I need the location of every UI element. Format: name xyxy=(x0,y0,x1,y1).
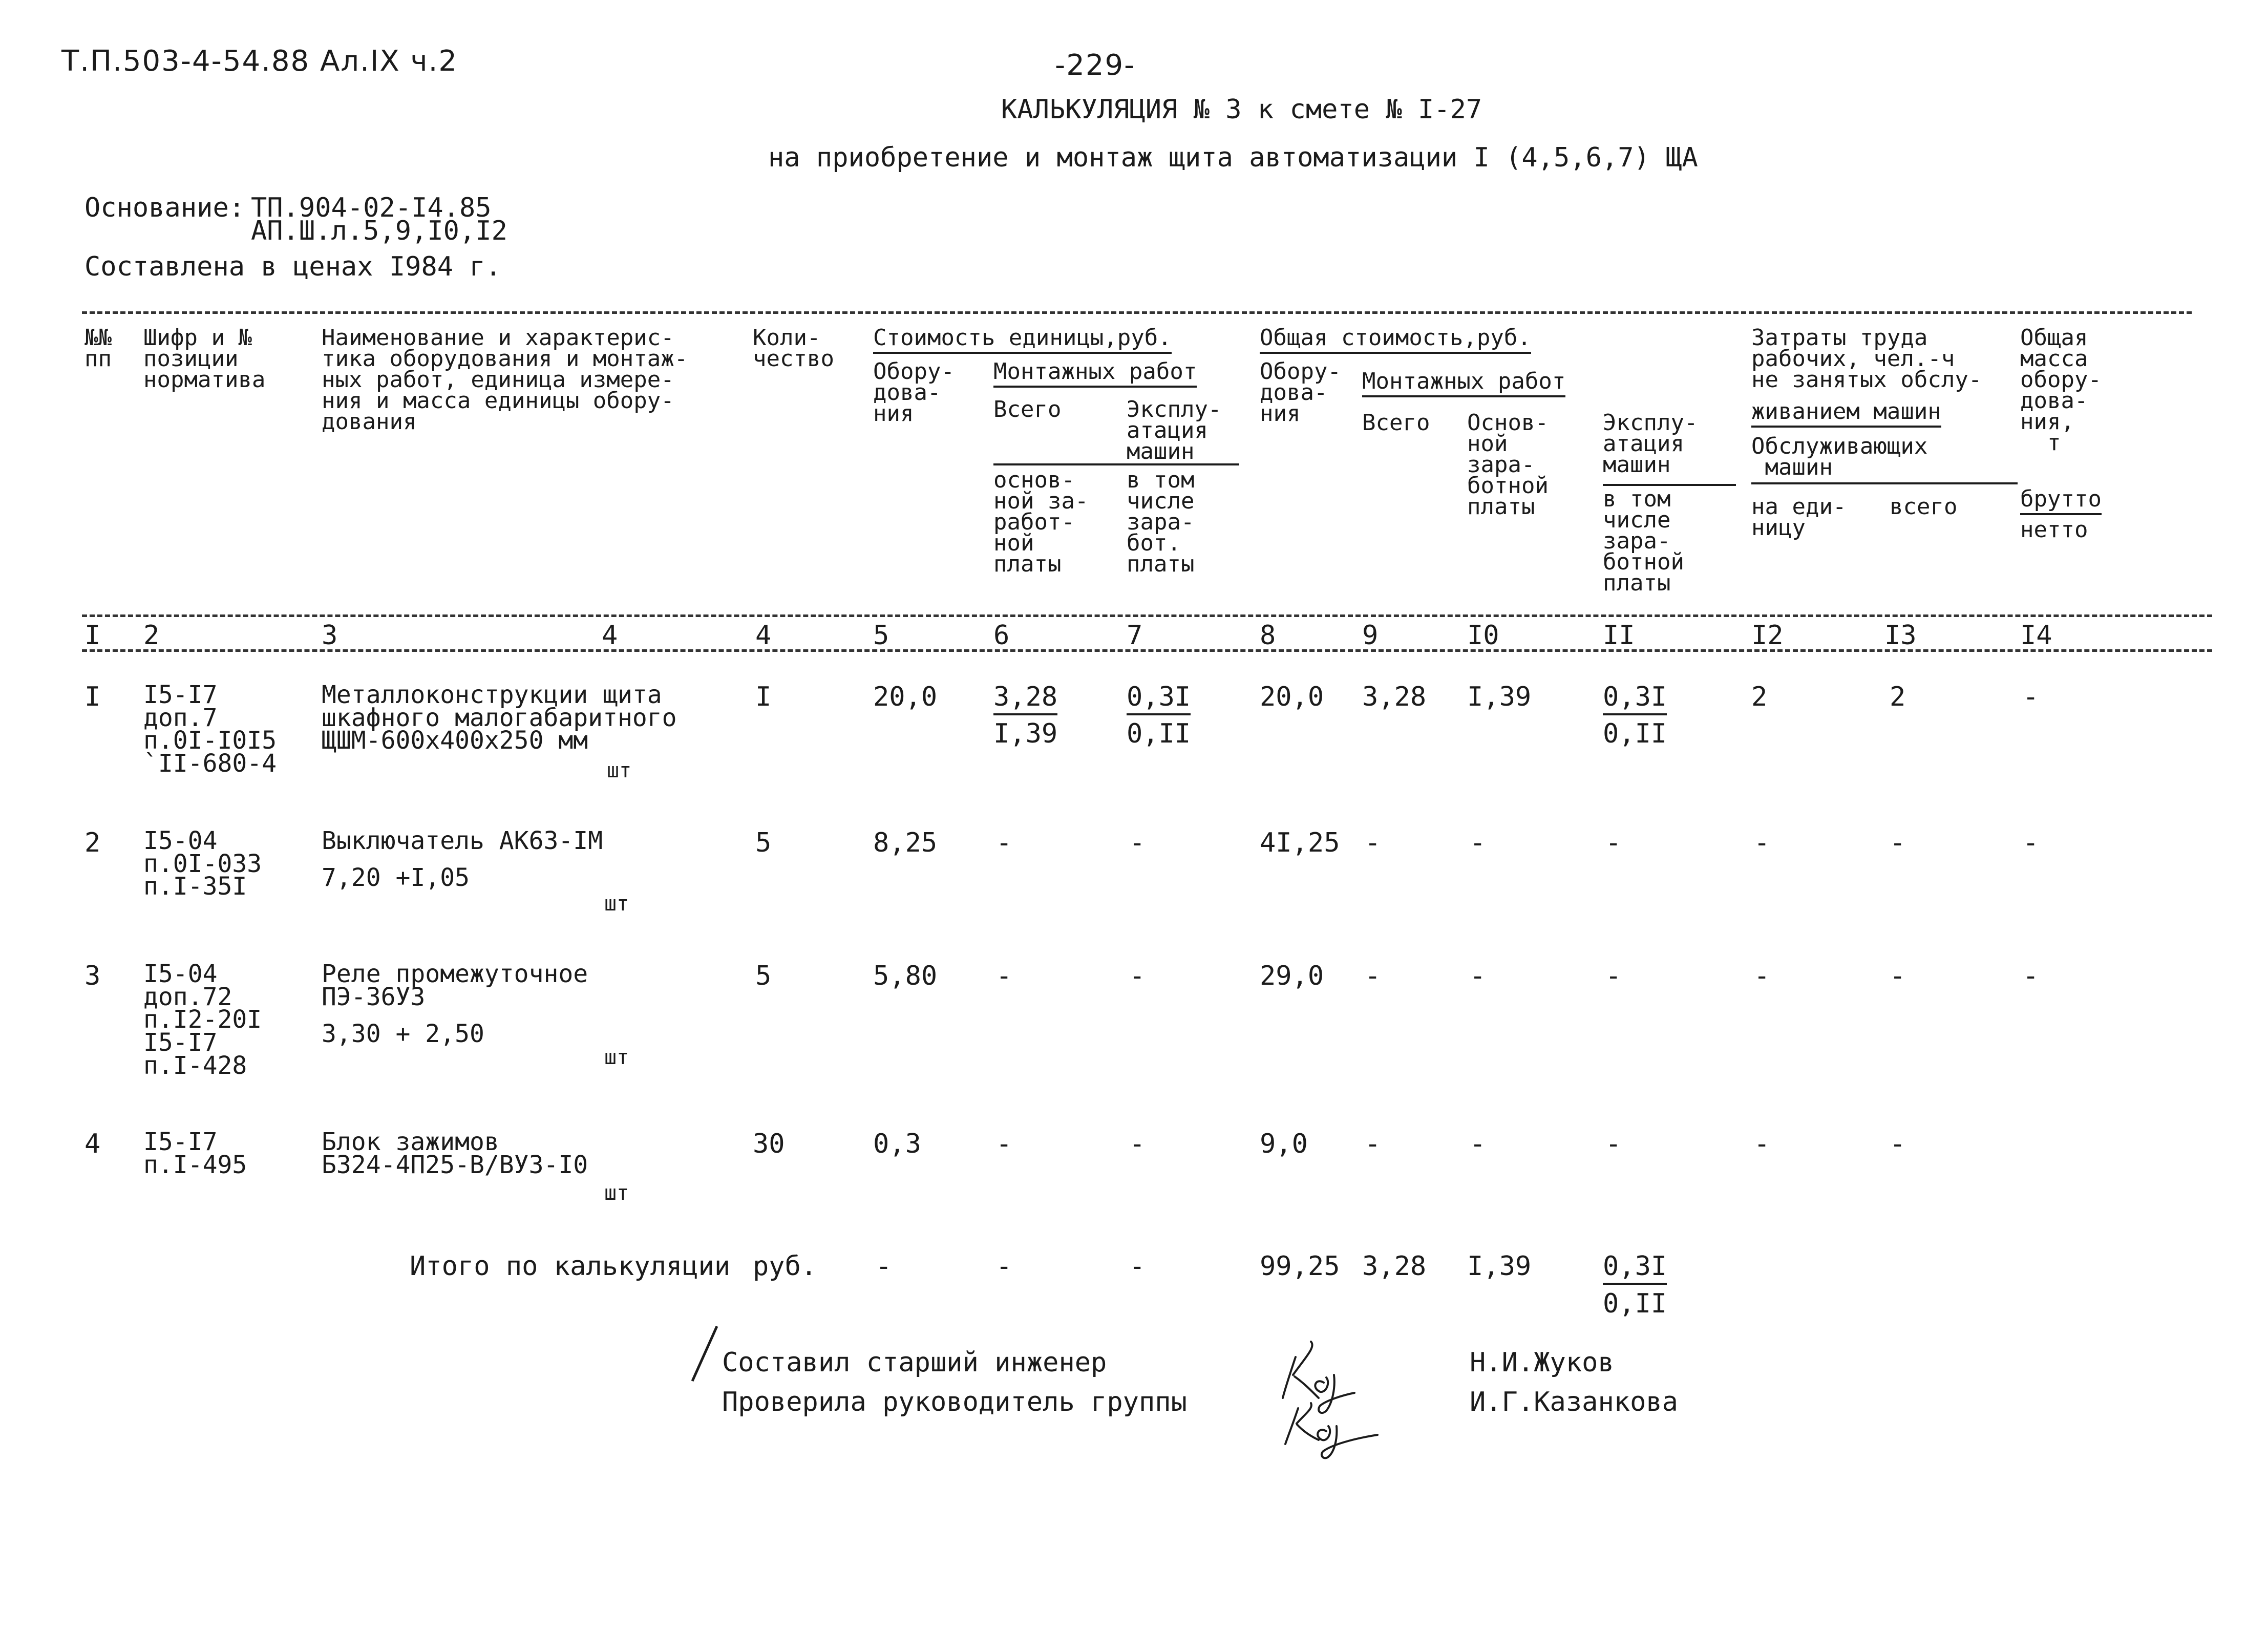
header-unit-mount-wages: основ- ной за- работ- ной платы xyxy=(993,467,1089,577)
header-labor-total: всего xyxy=(1890,494,1958,520)
row-total-mount: 3,28 xyxy=(1362,682,1427,712)
row-unit-machines-group xyxy=(1127,684,1191,710)
row-number: 4 xyxy=(84,1129,101,1159)
row-weight: 7,20 +I,05 xyxy=(322,863,470,892)
row-unit: шт xyxy=(607,759,632,782)
totals-label: Итого по калькуляции xyxy=(410,1251,731,1282)
row-unit-machines: - xyxy=(1129,1129,1146,1159)
row-total-mount: - xyxy=(1365,1129,1381,1159)
row-quantity: 5 xyxy=(755,828,772,858)
column-number: 4 xyxy=(755,620,772,651)
header-mass-brutto: брутто xyxy=(2020,486,2102,515)
totals-unit: руб. xyxy=(753,1251,817,1282)
row-unit-mount-total: 3,28 xyxy=(993,682,1057,715)
header-total-wages: Основ- ной зара- ботной платы xyxy=(1467,410,1549,520)
table-top-rule xyxy=(82,311,2192,314)
header-unit-machines-wages: в том числе зара- бот. платы xyxy=(1127,467,1195,577)
header-unit-mount-total: Всего xyxy=(993,396,1062,422)
row-quantity: 30 xyxy=(753,1129,785,1159)
column-number: I0 xyxy=(1467,620,1499,651)
header-quantity: Коли- чество xyxy=(753,325,834,372)
header-labor-serving: Обслуживающих машин xyxy=(1751,433,1928,480)
row-code: I5-04 доп.72 п.I2-20I I5-I7 п.I-428 xyxy=(143,960,262,1080)
row-quantity: I xyxy=(755,682,772,712)
column-number: 5 xyxy=(873,620,889,651)
header-total-cost-label: Общая стоимость,руб. xyxy=(1260,325,1531,354)
row-unit: шт xyxy=(604,892,629,916)
row-total-machines: - xyxy=(1605,828,1622,858)
document-subtitle: на приобретение и монтаж щита автоматизации I (4,5,6,7) ЩА xyxy=(768,142,1698,173)
row-unit: шт xyxy=(604,1046,629,1069)
header-name: Наименование и характерис- тика оборудования и монтаж- ных работ, единица измере- ния и масса единицы обору- дования xyxy=(322,325,688,435)
row-number: 3 xyxy=(84,961,101,991)
row-total-wages: I,39 xyxy=(1467,682,1532,712)
totals-unit-mount: - xyxy=(996,1251,1012,1282)
row-code: I5-I7 доп.7 п.0I-I0I5 `II-680-4 xyxy=(143,681,277,778)
row-mass: - xyxy=(2023,961,2039,991)
row-labor-per-unit: - xyxy=(1754,1129,1770,1159)
row-labor-total: - xyxy=(1890,961,1906,991)
header-total-machines: Эксплу- атация машин xyxy=(1603,410,1698,478)
row-labor-per-unit: - xyxy=(1754,961,1770,991)
basis-label: Основание: xyxy=(84,193,245,223)
row-mass: - xyxy=(2023,828,2039,858)
row-number: 2 xyxy=(84,828,101,858)
row-total-equipment: 29,0 xyxy=(1260,961,1324,991)
row-total-wages: - xyxy=(1470,1129,1486,1159)
row-mass: - xyxy=(2023,682,2039,712)
checker-name: И.Г.Казанкова xyxy=(1470,1387,1678,1417)
header-total-mount-total: Всего xyxy=(1362,410,1430,436)
document-reference: Т.П.503-4-54.88 Ал.IX ч.2 xyxy=(61,45,458,78)
row-unit-equipment: 8,25 xyxy=(873,828,938,858)
header-unit-mount-group xyxy=(993,358,1197,385)
totals-mount: 3,28 xyxy=(1362,1251,1427,1282)
header-code: Шифр и № позиции норматива xyxy=(143,325,266,393)
header-total-cost-group xyxy=(1260,325,1531,351)
row-unit-machines: - xyxy=(1129,961,1146,991)
column-number: I3 xyxy=(1884,620,1917,651)
composed-by-label: Составил старший инженер xyxy=(722,1347,1107,1378)
row-code: I5-04 п.0I-033 п.I-35I xyxy=(143,826,262,901)
totals-machines-group xyxy=(1603,1253,1667,1280)
totals-unit-equipment: - xyxy=(876,1251,892,1282)
row-unit-mount-total: - xyxy=(996,828,1012,858)
column-number: I2 xyxy=(1751,620,1784,651)
row-unit-equipment: 20,0 xyxy=(873,682,938,712)
totals-unit-machines: - xyxy=(1129,1251,1146,1282)
row-labor-total: - xyxy=(1890,828,1906,858)
row-unit-machines: 0,3I xyxy=(1127,682,1191,715)
column-number: II xyxy=(1603,620,1635,651)
header-mass-brutto-group xyxy=(2020,486,2102,512)
row-total-wages: - xyxy=(1470,961,1486,991)
row-name: Выключатель АК63-IМ xyxy=(322,826,603,855)
row-total-machines-group xyxy=(1603,684,1667,710)
row-unit-mount-total: - xyxy=(996,961,1012,991)
prices-note: Составлена в ценах I984 г. xyxy=(84,251,501,282)
row-unit: шт xyxy=(604,1181,629,1205)
checked-by-label: Проверила руководитель группы xyxy=(722,1387,1187,1417)
handwritten-signature-icon xyxy=(1275,1326,1403,1459)
row-number: I xyxy=(84,682,101,712)
column-number: 9 xyxy=(1362,620,1379,651)
row-unit-mount-wages: I,39 xyxy=(993,718,1058,749)
row-unit-mount-total-group xyxy=(993,684,1057,710)
header-mass-netto: нетто xyxy=(2020,517,2088,543)
row-total-equipment: 20,0 xyxy=(1260,682,1324,712)
totals-equipment: 99,25 xyxy=(1260,1251,1340,1282)
row-labor-per-unit: 2 xyxy=(1751,682,1768,712)
row-unit-machines: - xyxy=(1129,828,1146,858)
row-total-machines: - xyxy=(1605,1129,1622,1159)
column-number: 4 xyxy=(602,620,618,651)
row-total-machines: 0,3I xyxy=(1603,682,1667,715)
row-labor-total: 2 xyxy=(1890,682,1906,712)
header-total-mount-label: Монтажных работ xyxy=(1362,368,1565,397)
row-unit-equipment: 5,80 xyxy=(873,961,938,991)
header-unit-mount-label: Монтажных работ xyxy=(993,358,1197,388)
column-number: 6 xyxy=(993,620,1010,651)
column-number: 8 xyxy=(1260,620,1276,651)
column-number: I xyxy=(84,620,101,651)
row-total-mount: - xyxy=(1365,961,1381,991)
row-name: Металлоконструкции щита шкафного малогабаритного ЩШМ-600х400х250 мм xyxy=(322,681,677,755)
totals-machines-wages: 0,II xyxy=(1603,1288,1667,1319)
header-labor-divider xyxy=(1751,482,2018,484)
row-quantity: 5 xyxy=(755,961,772,991)
row-unit-equipment: 0,3 xyxy=(873,1129,921,1159)
header-unit-equipment: Обору- дова- ния xyxy=(873,358,955,427)
document-title: КАЛЬКУЛЯЦИЯ № 3 к смете № I-27 xyxy=(1001,94,1482,125)
row-name: Блок зажимов БЗ24-4П25-В/ВУЗ-I0 xyxy=(322,1128,588,1179)
row-unit-machines-wages: 0,II xyxy=(1127,718,1191,749)
header-unit-machines: Эксплу- атация машин xyxy=(1127,396,1222,464)
header-total-equipment: Обору- дова- ния xyxy=(1260,358,1341,427)
header-labor-machines-label: живанием машин xyxy=(1751,398,1941,428)
header-unit-cost-group xyxy=(873,325,1172,351)
basis-line-2: АП.Ш.л.5,9,I0,I2 xyxy=(251,216,507,246)
row-total-wages: - xyxy=(1470,828,1486,858)
totals-machines: 0,3I xyxy=(1603,1251,1667,1285)
row-total-machines: - xyxy=(1605,961,1622,991)
header-total-machines-wages: в том числе зара- ботной платы xyxy=(1603,486,1684,596)
header-labor-costs: Затраты труда рабочих, чел.-ч не занятых обслу- xyxy=(1751,325,1982,393)
header-bottom-rule xyxy=(82,614,2212,617)
row-total-equipment: 9,0 xyxy=(1260,1129,1308,1159)
header-total-mass: Общая масса обору- дова- ния, т xyxy=(2020,325,2102,456)
header-total-mount-group xyxy=(1362,368,1566,394)
header-labor-machines-group xyxy=(1751,398,1941,425)
row-labor-total: - xyxy=(1890,1129,1906,1159)
row-labor-per-unit: - xyxy=(1754,828,1770,858)
row-code: I5-I7 п.I-495 xyxy=(143,1128,247,1179)
basis-line-1: ТП.904-02-I4.85 xyxy=(251,193,492,223)
page-number: -229- xyxy=(1055,49,1136,82)
row-total-mount: - xyxy=(1365,828,1381,858)
header-unit-cost-label: Стоимость единицы,руб. xyxy=(873,325,1172,354)
row-name: Реле промежуточное ПЭ-36У3 xyxy=(322,960,588,1011)
composer-name: Н.И.Жуков xyxy=(1470,1347,1614,1378)
row-weight: 3,30 + 2,50 xyxy=(322,1020,484,1048)
column-number: 7 xyxy=(1127,620,1143,651)
slash-mark xyxy=(686,1324,722,1385)
column-number: 3 xyxy=(322,620,338,651)
header-row-number: №№ пп xyxy=(84,325,112,372)
totals-wages: I,39 xyxy=(1467,1251,1532,1282)
header-labor-per-unit: на еди- ницу xyxy=(1751,494,1847,541)
column-number: 2 xyxy=(143,620,160,651)
row-unit-mount-total: - xyxy=(996,1129,1012,1159)
header-unit-mount-divider xyxy=(993,463,1239,465)
row-total-equipment: 4I,25 xyxy=(1260,828,1340,858)
column-number: I4 xyxy=(2020,620,2052,651)
row-total-machines-wages: 0,II xyxy=(1603,718,1667,749)
